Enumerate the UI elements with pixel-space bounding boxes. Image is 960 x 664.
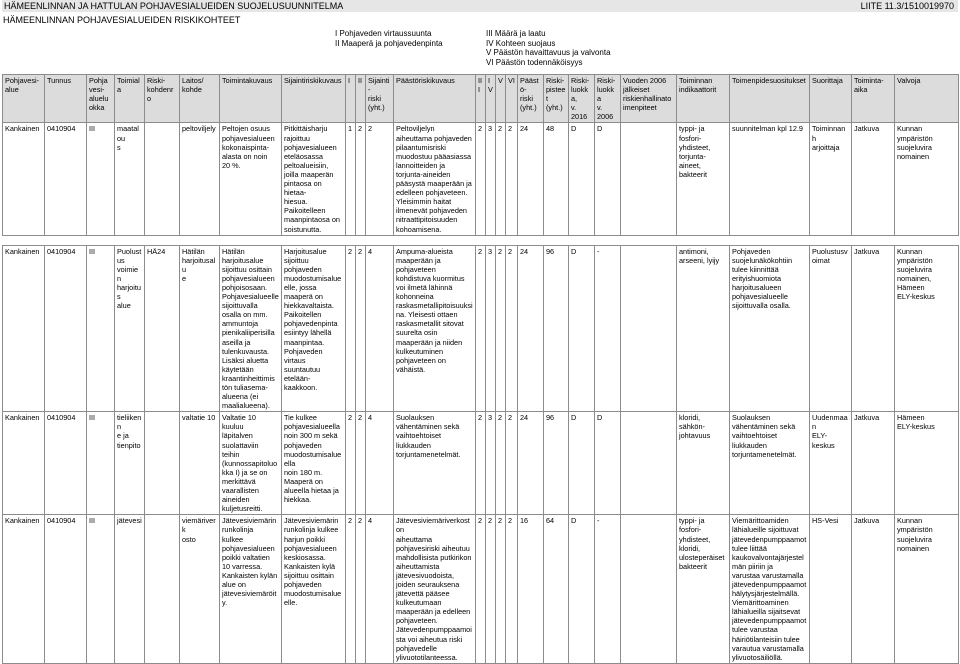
document-title-bar — [2, 0, 958, 12]
column-header: VI — [506, 75, 518, 123]
table-cell: III — [87, 123, 115, 235]
table-cell: 3 — [486, 412, 496, 515]
table-cell: 2 — [496, 412, 506, 515]
table-header-row — [3, 75, 959, 123]
column-header: III — [476, 75, 486, 123]
table-cell: - — [595, 515, 621, 664]
table-cell: 2 — [346, 245, 356, 412]
table-cell: Jatkuva — [852, 245, 895, 412]
table-cell: Peltojen osuus pohjavesialueen kokonaispinta- alasta on noin 20 %. — [220, 123, 282, 235]
legend-item: III Määrä ja laatu — [486, 29, 546, 38]
table-cell: Jätevesiviemäriverkoston aiheuttama pohjavesiriski aiheutuu mahdollisista putkirikon aiheuttamista jätevesivuodoista, joiden seurauksena jätevettä pääsee kulkeutumaan maaperään ja edelleen pohjaveteen. Jätevedenpumppaamoi sta voi aiheutua riski pohjavedelle ylivuototilanteessa. — [394, 515, 476, 664]
table-cell — [621, 515, 677, 664]
column-header: Riski- pisteet (yht.) — [544, 75, 569, 123]
spacer-cell — [3, 235, 959, 245]
table-cell — [145, 412, 180, 515]
table-cell: 2 — [476, 123, 486, 235]
table-cell: tieliikenn e ja tienpito — [115, 412, 145, 515]
column-header: Sijaintiriskikuvaus — [282, 75, 346, 123]
table-cell: III — [87, 412, 115, 515]
table-cell: Suolauksen vähentäminen sekä vaihtoehtoiset liukkauden torjuntamenetelmät. — [730, 412, 810, 515]
table-cell: 2 — [366, 123, 394, 235]
row-spacer — [3, 235, 959, 245]
table-cell: Jatkuva — [852, 515, 895, 664]
table-cell: 64 — [544, 515, 569, 664]
table-cell: Kunnan ympäristön suojeluvira nomainen — [895, 123, 959, 235]
table-cell: 4 — [366, 515, 394, 664]
table-cell: Suolauksen vähentäminen sekä vaihtoehtoiset liukkauden torjuntamenetelmät. — [394, 412, 476, 515]
table-cell: 2 — [496, 515, 506, 664]
table-cell: III — [87, 245, 115, 412]
table-cell: 24 — [518, 412, 544, 515]
table-cell: - — [595, 245, 621, 412]
table-cell: D — [595, 412, 621, 515]
table-cell: 2 — [486, 515, 496, 664]
table-cell: Jatkuva — [852, 123, 895, 235]
table-cell: 4 — [366, 245, 394, 412]
table-cell: D — [569, 515, 595, 664]
table-cell: 24 — [518, 245, 544, 412]
column-header: IV — [486, 75, 496, 123]
table-cell: Peltoviljelyn aiheuttama pohjaveden pilaantumisriski muodostuu pääasiassa lannoitteiden ja torjunta-aineiden pääsystä maaperään ja edelleen pohjaveteen. Yleisimmin haitat ilmenevät pohjaveden nitraattipitoisuuden kohoamisena. — [394, 123, 476, 235]
table-cell: 0410904 — [45, 412, 87, 515]
table-cell: HÄ24 — [145, 245, 180, 412]
table-cell: 2 — [356, 123, 366, 235]
column-header: Sijainti- riski (yht.) — [366, 75, 394, 123]
table-cell: suunnitelman kpl 12.9 — [730, 123, 810, 235]
table-cell: Pitkittäisharju rajoittuu pohjavesialueen eteläosassa peltoalueisiin, joilla maaperän pintaosa on hietaa- hiesua. Paikoitelleen maanpintaosa on soistunutta. — [282, 123, 346, 235]
table-cell: valtatie 10 — [180, 412, 220, 515]
table-cell: Valtatie 10 kuuluu läpitalven suolattaviin teihin (kunnossapitoluo kka I) ja se on merkittävä vaarallisten aineiden kuljetusreitti. — [220, 412, 282, 515]
table-cell: Jätevesiviemärin runkolinja kulkee pohjavesialueen poikki valtatien 10 varressa. Kankaisten kylän alue on jätevesiviemäröit y. — [220, 515, 282, 664]
column-header: Laitos/ kohde — [180, 75, 220, 123]
table-row — [3, 515, 959, 664]
table-cell: D — [595, 123, 621, 235]
table-row — [3, 412, 959, 515]
table-cell: III — [87, 515, 115, 664]
table-cell: 2 — [506, 245, 518, 412]
table-cell: 2 — [356, 412, 366, 515]
column-header: Vuoden 2006 jälkeiset riskienhallinato imenpiteet — [621, 75, 677, 123]
table-cell: 0410904 — [45, 515, 87, 664]
table-cell: Kankainen — [3, 245, 45, 412]
column-header: Valvoja — [895, 75, 959, 123]
table-cell: Jatkuva — [852, 412, 895, 515]
table-cell — [621, 412, 677, 515]
appendix-label: LIITE 11.3/1510019970 — [860, 1, 954, 11]
column-header: Pohja vesi- aluelu okka — [87, 75, 115, 123]
table-cell: Hätilän harjoitusalu e — [180, 245, 220, 412]
table-cell: 2 — [356, 515, 366, 664]
table-cell: Ampuma-alueista maaperään ja pohjaveteen kohdistuva kuormitus voi ilmetä lähinnä kohonneina raskasmetallipitoisuuksi na. Yleisesti ottaen raskasmetallit sitovat suurelta osin maaperään ja niiden kulkeutuminen pohjaveteen on vähäistä. — [394, 245, 476, 412]
table-cell: 2 — [506, 123, 518, 235]
table-cell: 96 — [544, 245, 569, 412]
table-cell: D — [569, 412, 595, 515]
document-title: HÄMEENLINNAN JA HATTULAN POHJAVESIALUEIDEN SUOJELUSUUNNITELMA — [4, 1, 344, 11]
table-cell: peltoviljely — [180, 123, 220, 235]
column-header: Suorittaja — [810, 75, 852, 123]
table-cell: kloridi, sähkön- johtavuus — [677, 412, 730, 515]
table-cell: HS-Vesi — [810, 515, 852, 664]
legend-left — [335, 29, 443, 48]
legend-item: IV Kohteen suojaus — [486, 38, 556, 48]
column-header: Päästö- riski (yht.) — [518, 75, 544, 123]
table-cell: 4 — [366, 412, 394, 515]
legend-right — [486, 29, 611, 67]
table-cell: Kankainen — [3, 123, 45, 235]
table-cell: 2 — [476, 515, 486, 664]
table-cell: Tie kulkee pohjavesialueella noin 300 m sekä pohjaveden muodostumisalueella noin 180 m. Maaperä on alueella hietaa ja hiekkaa. — [282, 412, 346, 515]
table-cell: 2 — [506, 515, 518, 664]
table-cell: D — [569, 123, 595, 235]
table-cell: Jätevesiviemärin runkolinja kulkee harjun poikki pohjavesialueen keskiosassa. Kankaisten kylä sijoittuu osittain pohjaveden muodostumisalue elle. — [282, 515, 346, 664]
table-cell: 2 — [346, 515, 356, 664]
table-row — [3, 123, 959, 235]
table-row — [3, 245, 959, 412]
column-header: Riski- luokka, v. 2016 — [569, 75, 595, 123]
table-cell: Kankainen — [3, 412, 45, 515]
table-cell: 24 — [518, 123, 544, 235]
table-cell: Hämeen ELY-keskus — [895, 412, 959, 515]
table-cell: typpi- ja fosfori- yhdisteet, kloridi, ulosteperäiset bakteerit — [677, 515, 730, 664]
table-cell: Puolustus voimien harjoitus alue — [115, 245, 145, 412]
table-cell: 2 — [346, 412, 356, 515]
table-cell: Kankainen — [3, 515, 45, 664]
table-cell: Viemärittoamiden lähialueille sijoittuvat jätevedenpumppaamot tulee liittää kaukovalvontajärjestel män piiriin ja varustaa varustamalla jätevedenpumppaamot hälytysjärjestelmällä. Viemärittoaminen lähialueilla sijaitsevat jätevedenpumppaamot tulee varustaa häiriötilanteisiin tulee varautua varustamalla ylivuotosäiliöllä. — [730, 515, 810, 664]
table-cell: 2 — [496, 245, 506, 412]
column-header: Toiminta- aika — [852, 75, 895, 123]
legend-item: I Pohjaveden virtaussuunta — [335, 29, 432, 38]
table-cell: 2 — [496, 123, 506, 235]
table-cell: 2 — [476, 412, 486, 515]
column-header: Toimintakuvaus — [220, 75, 282, 123]
table-cell: viemäriverk osto — [180, 515, 220, 664]
table-cell: 0410904 — [45, 245, 87, 412]
risk-table — [2, 74, 959, 664]
table-cell: 2 — [476, 245, 486, 412]
table-cell: Uudenmaan ELY-keskus — [810, 412, 852, 515]
column-header: Pohjavesi- alue — [3, 75, 45, 123]
table-cell: 96 — [544, 412, 569, 515]
table-cell: Kunnan ympäristön suojeluvira nomainen, Hämeen ELY-keskus — [895, 245, 959, 412]
document-subtitle: HÄMEENLINNAN POHJAVESIALUEIDEN RISKIKOHTEET — [3, 15, 241, 25]
table-cell: 2 — [506, 412, 518, 515]
column-header: Toiminnan indikaattorit — [677, 75, 730, 123]
legend-item: VI Päästön todennäköisyys — [486, 57, 583, 67]
table-cell: Toiminnanh arjoittaja — [810, 123, 852, 235]
table-cell: D — [569, 245, 595, 412]
table-cell: 16 — [518, 515, 544, 664]
column-header: I — [346, 75, 356, 123]
table-cell: 3 — [486, 123, 496, 235]
column-header: Tunnus — [45, 75, 87, 123]
table-cell — [621, 123, 677, 235]
table-cell — [621, 245, 677, 412]
column-header: II — [356, 75, 366, 123]
legend-item: V Päästön havaittavuus ja valvonta — [486, 48, 611, 58]
column-header: Riski- kohdenro — [145, 75, 180, 123]
table-cell: Pohjaveden suojelunäkökohtiin tulee kiinnittää erityishuomiota harjoitusalueen pohjavesialueelle sijoittuvalla osalla. — [730, 245, 810, 412]
column-header: Toimiala — [115, 75, 145, 123]
table-cell: jätevesi — [115, 515, 145, 664]
table-cell: typpi- ja fosfori- yhdisteet, torjunta- aineet, bakteerit — [677, 123, 730, 235]
table-cell: 0410904 — [45, 123, 87, 235]
column-header: Toimenpidesuositukset — [730, 75, 810, 123]
table-cell: maatalou s — [115, 123, 145, 235]
table-cell: 1 — [346, 123, 356, 235]
table-cell — [145, 123, 180, 235]
column-header: Päästöriskikuvaus — [394, 75, 476, 123]
table-cell: Kunnan ympäristön suojeluvira nomainen — [895, 515, 959, 664]
table-cell — [145, 515, 180, 664]
table-cell: Puolustusv oimat — [810, 245, 852, 412]
table-cell: Hätilän harjoitusalue sijoittuu osittain pohjavesialueen pohjoisosaan. Pohjavesialueelle sijoittuvalla osalla on mm. ammuntoja pienikaliiperisilla aseilla ja tulenkuvausta. Lisäksi aluetta käytetään kraantinheittimis tön tuliasema- alueena (ei maalialueena). — [220, 245, 282, 412]
table-cell: 2 — [356, 245, 366, 412]
table-cell: antimoni, arseeni, lyijy — [677, 245, 730, 412]
legend-item: II Maaperä ja pohjavedenpinta — [335, 38, 443, 48]
table-cell: Harjoitusalue sijoittuu pohjaveden muodostumisalue elle, jossa maaperä on hiekkavaltaista. Paikoitellen pohjavedenpinta esiintyy lähellä maanpintaa. Pohjaveden virtaus suuntautuu etelään-kaakkoon. — [282, 245, 346, 412]
column-header: V — [496, 75, 506, 123]
column-header: Riski- luokka v. 2006 — [595, 75, 621, 123]
table-cell: 3 — [486, 245, 496, 412]
table-cell: 48 — [544, 123, 569, 235]
